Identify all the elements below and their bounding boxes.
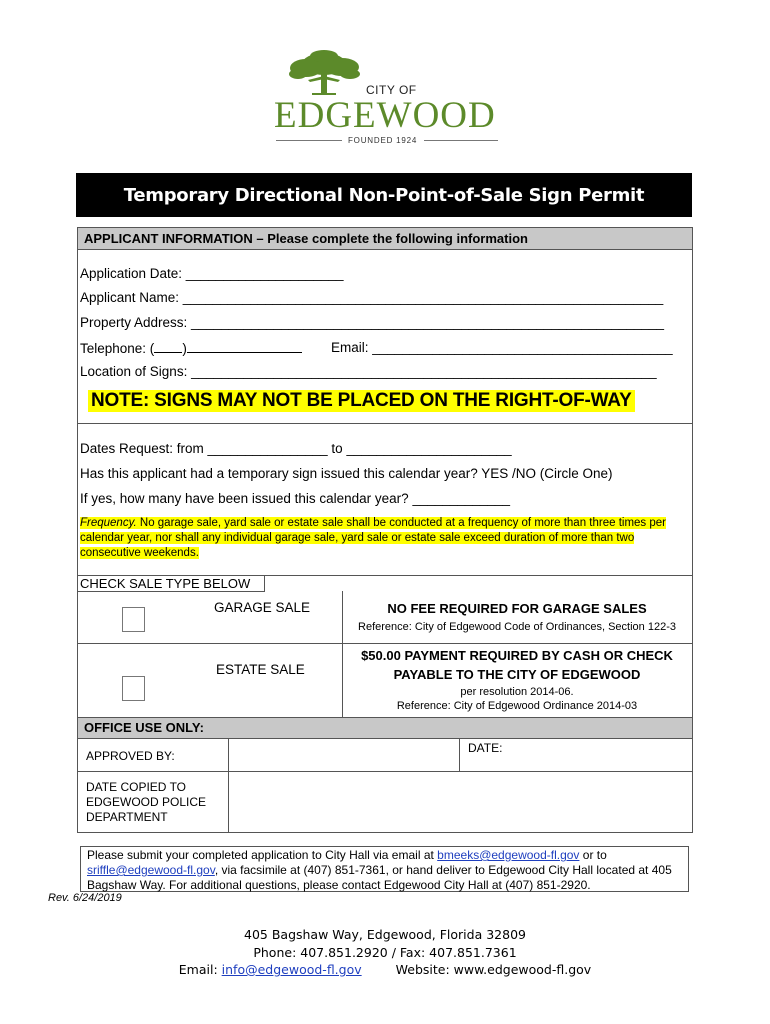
date-label: DATE:	[468, 741, 503, 755]
divider	[459, 739, 460, 771]
had-sign-question[interactable]: Has this applicant had a temporary sign issued this calendar year? YES /NO (Circle One)	[80, 466, 613, 481]
garage-sale-checkbox[interactable]	[122, 607, 145, 632]
submit-text	[81, 847, 688, 893]
city-logo	[272, 48, 504, 148]
approved-by-label: APPROVED BY:	[86, 749, 175, 763]
frequency-note	[80, 516, 680, 561]
date-copied-field[interactable]	[229, 772, 692, 832]
telephone-field[interactable]	[80, 340, 302, 356]
how-many-field[interactable]: If yes, how many have been issued this calendar year? _____________	[80, 491, 511, 506]
property-address-field[interactable]: Property Address: _______________________________________________________________	[80, 315, 665, 330]
estate-fee-line2: PAYABLE TO THE CITY OF EDGEWOOD	[393, 667, 641, 682]
sale-type-header: CHECK SALE TYPE BELOW	[80, 576, 251, 591]
submit-text-2: or to	[579, 848, 607, 862]
footer-contact	[0, 962, 770, 977]
submit-text-3: , via facsimile at (407) 851-7361, or hand deliver to Edgewood City Hall located at 405 Bagshaw Way. For additional questions, please contact Edgewood City Hall at (407) 851-2920.	[87, 863, 672, 892]
divider	[424, 140, 498, 141]
area-code-blank[interactable]	[154, 340, 182, 353]
email-field[interactable]: Email: ________________________________________	[331, 340, 673, 355]
office-use-header: OFFICE USE ONLY:	[78, 718, 692, 739]
logo-city-of: CITY OF	[366, 83, 417, 97]
dates-request-field[interactable]: Dates Request: from ________________ to ______________________	[80, 441, 512, 456]
telephone-paren: )	[182, 341, 187, 356]
garage-fee: NO FEE REQUIRED FOR GARAGE SALES	[387, 601, 647, 616]
note-banner: NOTE: SIGNS MAY NOT BE PLACED ON THE RIGHT-OF-WAY	[88, 390, 635, 412]
divider	[78, 423, 692, 424]
approved-by-field[interactable]	[306, 740, 458, 771]
location-field[interactable]: Location of Signs: ______________________________________________________________	[80, 364, 657, 379]
submit-instructions	[80, 846, 689, 892]
garage-sale-label: GARAGE SALE	[214, 600, 311, 615]
application-date-field[interactable]: Application Date: _____________________	[80, 266, 344, 281]
applicant-name-field[interactable]: Applicant Name: ________________________________________________________________	[80, 290, 664, 305]
footer-address: 405 Bagshaw Way, Edgewood, Florida 32809	[244, 927, 526, 942]
estate-sale-checkbox[interactable]	[122, 676, 145, 701]
date-copied-label-1: DATE COPIED TO	[86, 780, 187, 794]
estate-reference-2: Reference: City of Edgewood Ordinance 2014-03	[396, 700, 638, 712]
divider	[78, 643, 692, 644]
phone-blank[interactable]	[187, 340, 302, 353]
garage-reference: Reference: City of Edgewood Code of Ordinances, Section 122-3	[358, 621, 676, 633]
estate-fee-line1: $50.00 PAYMENT REQUIRED BY CASH OR CHECK	[361, 648, 673, 663]
tree-icon	[286, 50, 362, 96]
logo-founded: FOUNDED 1924	[348, 136, 418, 145]
footer-email-label: Email:	[178, 962, 222, 977]
date-copied-label-2: EDGEWOOD POLICE	[86, 795, 207, 809]
telephone-label: Telephone: (	[80, 341, 155, 356]
logo-name: EDGEWOOD	[274, 95, 496, 136]
applicant-header: APPLICANT INFORMATION – Please complete the following information	[78, 228, 692, 250]
page-title: Temporary Directional Non-Point-of-Sale Sign Permit	[76, 173, 692, 217]
estate-sale-label: ESTATE SALE	[216, 662, 305, 677]
divider	[276, 140, 342, 141]
date-copied-label-3: DEPARTMENT	[86, 810, 168, 824]
email-link-bmeeks[interactable]: bmeeks@edgewood-fl.gov	[437, 848, 580, 862]
divider	[264, 576, 265, 592]
email-link-sriffle[interactable]: sriffle@edgewood-fl.gov	[87, 863, 215, 877]
footer-website[interactable]: Website: www.edgewood-fl.gov	[395, 962, 592, 977]
frequency-label: Frequency.	[80, 517, 137, 529]
footer-email-link[interactable]: info@edgewood-fl.gov	[221, 962, 362, 977]
estate-reference-1: per resolution 2014-06.	[460, 686, 574, 698]
divider	[78, 591, 264, 592]
date-field[interactable]	[522, 740, 692, 771]
revision-date: Rev. 6/24/2019	[48, 892, 122, 904]
footer-phone: Phone: 407.851.2920 / Fax: 407.851.7361	[253, 945, 517, 960]
frequency-text: No garage sale, yard sale or estate sale shall be conducted at a frequency of more than three times per calendar year, nor shall any individual garage sale, yard sale or estate sale exceed duration of more than two consecutive weekends.	[80, 517, 666, 559]
submit-text-1: Please submit your completed application to City Hall via email at	[87, 848, 438, 862]
permit-form	[77, 227, 693, 833]
